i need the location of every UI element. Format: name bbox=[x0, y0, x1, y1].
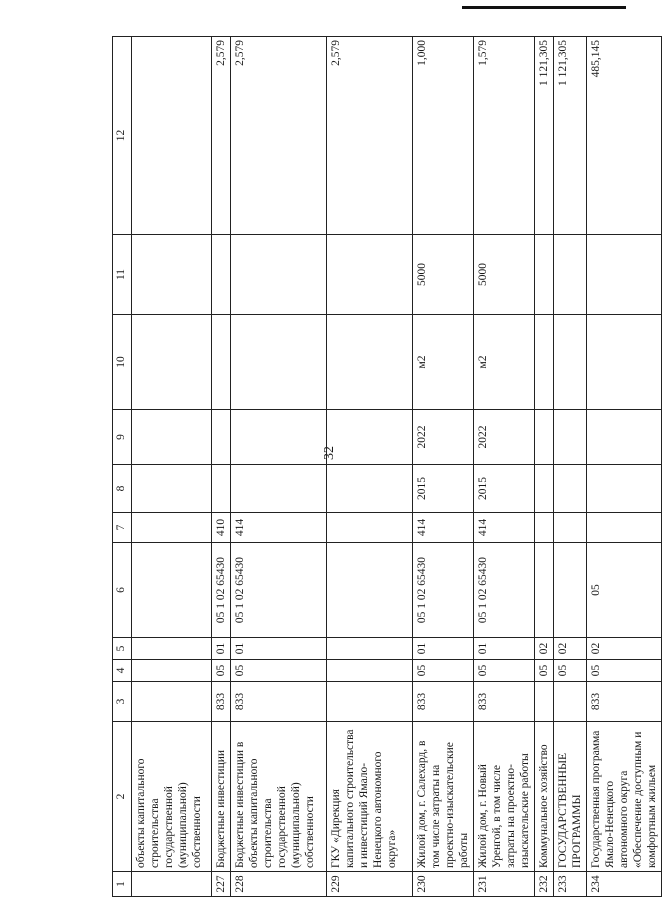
row-name-cell: ГКУ «Дирекция капитального строительства и инвестиций Ямало-Ненецкого автономного округа» bbox=[327, 722, 413, 872]
table-cell bbox=[231, 465, 327, 513]
row-number-cell: 229 bbox=[327, 872, 413, 897]
table-cell: 414 bbox=[413, 513, 474, 543]
table-cell: 5000 bbox=[413, 235, 474, 315]
table-cell bbox=[327, 682, 413, 722]
table-cell: 02 bbox=[535, 638, 554, 660]
table-cell: 2015 bbox=[413, 465, 474, 513]
table-cell: 414 bbox=[231, 513, 327, 543]
table-cell bbox=[327, 660, 413, 682]
table-cell: 414 bbox=[474, 513, 535, 543]
row-number-cell: 232 bbox=[535, 872, 554, 897]
row-number-cell: 233 bbox=[554, 872, 587, 897]
table-cell bbox=[327, 410, 413, 465]
header-cell: 9 bbox=[113, 410, 132, 465]
table-cell bbox=[231, 315, 327, 410]
table-cell: 1,000 bbox=[413, 37, 474, 235]
table-cell bbox=[212, 315, 231, 410]
table-cell: 05 bbox=[554, 660, 587, 682]
header-cell: 5 bbox=[113, 638, 132, 660]
header-cell: 3 bbox=[113, 682, 132, 722]
row-number-cell: 230 bbox=[413, 872, 474, 897]
row-name-cell: Государственная программа Ямало-Ненецкого автономного округа «Обеспечение доступным и комфортным жильем bbox=[587, 722, 662, 872]
header-cell: 6 bbox=[113, 543, 132, 638]
table-cell bbox=[554, 682, 587, 722]
table-cell: 05 1 02 65430 bbox=[474, 543, 535, 638]
table-cell bbox=[132, 235, 212, 315]
table-cell: 05 bbox=[587, 543, 662, 638]
table-cell bbox=[327, 638, 413, 660]
row-number-cell: 231 bbox=[474, 872, 535, 897]
table-cell: 01 bbox=[413, 638, 474, 660]
table-cell bbox=[212, 465, 231, 513]
table-cell: 833 bbox=[212, 682, 231, 722]
table-cell: 01 bbox=[212, 638, 231, 660]
budget-table bbox=[112, 36, 662, 897]
row-number-cell: 234 bbox=[587, 872, 662, 897]
table-row bbox=[231, 37, 327, 897]
table-cell: 2015 bbox=[474, 465, 535, 513]
table-cell bbox=[587, 513, 662, 543]
table-cell: м2 bbox=[474, 315, 535, 410]
table-cell bbox=[132, 465, 212, 513]
table-cell: 05 bbox=[231, 660, 327, 682]
table-cell: 05 bbox=[474, 660, 535, 682]
table-cell bbox=[554, 315, 587, 410]
table-cell: 02 bbox=[587, 638, 662, 660]
table-cell: 05 1 02 65430 bbox=[231, 543, 327, 638]
header-cell: 10 bbox=[113, 315, 132, 410]
table-row bbox=[327, 37, 413, 897]
table-row bbox=[535, 37, 554, 897]
table-cell bbox=[132, 513, 212, 543]
table-row bbox=[587, 37, 662, 897]
table-cell bbox=[327, 543, 413, 638]
header-row bbox=[113, 37, 132, 897]
table-cell: м2 bbox=[413, 315, 474, 410]
table-cell: 2022 bbox=[474, 410, 535, 465]
header-cell: 2 bbox=[113, 722, 132, 872]
table-cell: 833 bbox=[413, 682, 474, 722]
table-cell: 05 bbox=[212, 660, 231, 682]
page-number: 32 bbox=[322, 446, 337, 460]
table-cell: 5000 bbox=[474, 235, 535, 315]
table-cell bbox=[132, 543, 212, 638]
table-cell: 2022 bbox=[413, 410, 474, 465]
table-cell: 1 121,305 bbox=[535, 37, 554, 235]
table-row bbox=[212, 37, 231, 897]
row-number-cell bbox=[132, 872, 212, 897]
table-cell: 833 bbox=[231, 682, 327, 722]
table-cell bbox=[535, 410, 554, 465]
table-cell bbox=[327, 513, 413, 543]
table-cell bbox=[535, 465, 554, 513]
table-row bbox=[554, 37, 587, 897]
table-cell bbox=[554, 543, 587, 638]
header-cell: 1 bbox=[113, 872, 132, 897]
table-cell bbox=[327, 235, 413, 315]
table-cell bbox=[212, 410, 231, 465]
table-cell bbox=[327, 465, 413, 513]
table-cell bbox=[587, 465, 662, 513]
rotated-table-container bbox=[112, 37, 658, 897]
table-cell bbox=[535, 513, 554, 543]
row-name-cell: Коммунальное хозяйство bbox=[535, 722, 554, 872]
table-row bbox=[132, 37, 212, 897]
table-cell bbox=[132, 638, 212, 660]
header-cell: 7 bbox=[113, 513, 132, 543]
row-name-cell: Бюджетные инвестиции в объекты капитального строительства государственной (муниципальной) собственности bbox=[231, 722, 327, 872]
table-cell bbox=[212, 235, 231, 315]
row-name-cell: Жилой дом, г. Салехард, в том числе затраты на проектно-изыскательские работы bbox=[413, 722, 474, 872]
table-cell bbox=[231, 235, 327, 315]
header-cell: 11 bbox=[113, 235, 132, 315]
table-cell bbox=[554, 465, 587, 513]
table-row bbox=[413, 37, 474, 897]
table-cell: 05 bbox=[535, 660, 554, 682]
row-number-cell: 227 bbox=[212, 872, 231, 897]
table-cell bbox=[535, 235, 554, 315]
header-cell: 4 bbox=[113, 660, 132, 682]
table-cell bbox=[587, 410, 662, 465]
table-cell: 01 bbox=[474, 638, 535, 660]
table-cell bbox=[554, 513, 587, 543]
table-cell: 833 bbox=[587, 682, 662, 722]
table-row bbox=[474, 37, 535, 897]
table-cell: 05 1 02 65430 bbox=[413, 543, 474, 638]
table-cell bbox=[535, 315, 554, 410]
table-cell bbox=[132, 410, 212, 465]
row-name-cell: Жилой дом, г. Новый Уренгой, в том числе затраты на проектно-изыскательские работы bbox=[474, 722, 535, 872]
table-cell: 2,579 bbox=[212, 37, 231, 235]
table-cell: 410 bbox=[212, 513, 231, 543]
table-cell: 01 bbox=[231, 638, 327, 660]
table-cell: 2,579 bbox=[231, 37, 327, 235]
table-cell: 2,579 bbox=[327, 37, 413, 235]
table-cell bbox=[587, 235, 662, 315]
row-number-cell: 228 bbox=[231, 872, 327, 897]
table-cell: 1,579 bbox=[474, 37, 535, 235]
table-cell bbox=[132, 315, 212, 410]
table-cell bbox=[132, 660, 212, 682]
row-name-cell: Бюджетные инвестиции bbox=[212, 722, 231, 872]
top-rule bbox=[462, 6, 626, 9]
header-cell: 8 bbox=[113, 465, 132, 513]
table-cell: 05 bbox=[413, 660, 474, 682]
header-cell: 12 bbox=[113, 37, 132, 235]
table-cell bbox=[535, 682, 554, 722]
table-cell: 05 bbox=[587, 660, 662, 682]
table-cell bbox=[535, 543, 554, 638]
table-cell bbox=[231, 410, 327, 465]
table-cell: 02 bbox=[554, 638, 587, 660]
table-cell: 485,145 bbox=[587, 37, 662, 235]
table-cell bbox=[587, 315, 662, 410]
table-cell: 1 121,305 bbox=[554, 37, 587, 235]
table-cell bbox=[132, 682, 212, 722]
table-cell: 833 bbox=[474, 682, 535, 722]
row-name-cell: объекты капитального строительства государственной (муниципальной) собственности bbox=[132, 722, 212, 872]
table-cell bbox=[132, 37, 212, 235]
table-cell bbox=[554, 235, 587, 315]
table-cell bbox=[554, 410, 587, 465]
row-name-cell: ГОСУДАРСТВЕННЫЕ ПРОГРАММЫ bbox=[554, 722, 587, 872]
table-cell: 05 1 02 65430 bbox=[212, 543, 231, 638]
table-cell bbox=[327, 315, 413, 410]
